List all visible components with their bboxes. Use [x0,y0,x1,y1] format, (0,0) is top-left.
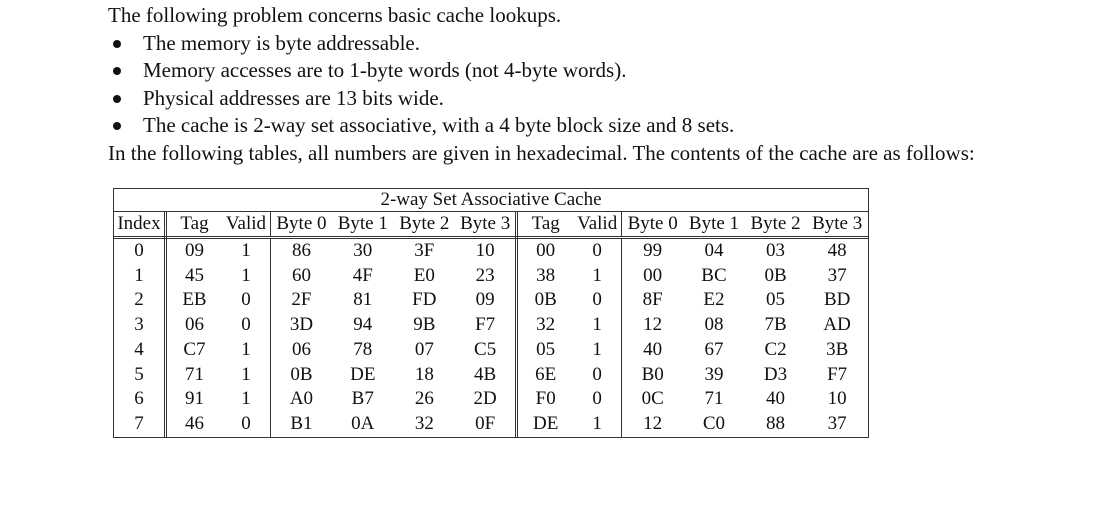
table-cell: DE [533,412,559,434]
table-cell: 03 [766,240,786,261]
table-cell: 7B [764,314,787,336]
table-cell: 67 [704,338,724,360]
table-cell: FD [412,289,437,311]
table-cell: 0B [764,264,787,286]
bullet-item [108,30,1108,58]
table-row [114,363,868,388]
table-cell: 45 [184,264,204,286]
column-header: Byte 3 [806,212,868,238]
column-header: Byte 1 [332,212,394,238]
bullet-item [108,112,1108,140]
table-cell: 00 [536,240,556,261]
table-cell: 12 [643,314,663,336]
column-header: Byte 2 [394,212,456,238]
table-cell: 0 [573,238,621,264]
table-cell: E2 [703,289,725,311]
table-cell: 05 [536,338,556,360]
table-cell: 1 [573,264,621,289]
table-cell: AD [823,314,851,336]
table-cell: E0 [413,264,435,286]
table-cell: 09 [455,288,517,313]
table-row [114,238,868,264]
column-header: Byte 0 [622,212,684,238]
table-cell: 1 [222,264,270,289]
table-cell: 1 [222,363,270,388]
bullet-item [108,57,1108,85]
set-index-cell: 6 [114,387,165,412]
table-cell: 00 [643,264,663,286]
table-cell: 04 [704,240,724,261]
table-cell: 0 [222,313,270,338]
cache-table-container [113,188,869,438]
table-cell: 40 [643,338,663,360]
table-cell: 88 [766,412,786,434]
bullet-text: Physical addresses are 13 bits wide. [143,85,444,110]
table-cell: 71 [184,363,204,385]
table-cell: 86 [291,240,311,261]
table-cell: 3D [289,314,314,336]
table-cell: 38 [536,264,556,286]
bullet-text: The cache is 2-way set associative, with a 4 byte block size and 8 sets. [143,113,735,137]
table-cell: BC [701,264,727,286]
column-header: Tag [517,212,574,238]
table-cell: D3 [763,363,788,385]
table-row [114,288,868,313]
table-cell: C2 [764,338,787,360]
table-cell: 09 [184,240,204,261]
table-cell: 4B [455,363,517,388]
table-cell: 0A [351,412,375,434]
note-text: In the following tables, all numbers are given in hexadecimal. The contents of the cache are as follows: [108,140,975,165]
set-index-cell: 0 [114,238,165,264]
table-cell: 2D [455,387,517,412]
cache-table-body [114,238,868,437]
table-cell: C0 [702,412,726,434]
table-cell: 48 [827,240,847,261]
table-cell: C5 [455,338,517,363]
table-cell: 05 [766,289,786,311]
cache-table-title: 2-way Set Associative Cache [114,189,868,212]
table-cell: 4F [352,264,373,286]
table-cell: 91 [184,388,204,410]
table-cell: 1 [573,313,621,338]
table-cell: 40 [766,388,786,410]
table-cell: 37 [827,264,847,286]
table-cell: 32 [414,412,434,434]
table-row [114,387,868,412]
bullet-list [108,30,1108,140]
table-cell: C7 [183,338,206,360]
table-cell: 06 [291,338,311,360]
table-cell: 23 [455,264,517,289]
table-cell: 12 [643,412,663,434]
table-cell: 26 [414,388,434,410]
table-cell: B7 [351,388,374,410]
table-cell: 0B [534,289,557,311]
table-cell: 0 [573,387,621,412]
table-cell: 0C [641,388,664,410]
table-cell: 6E [535,363,557,385]
column-header: Byte 2 [745,212,807,238]
bullet-icon [113,95,121,103]
table-cell: A0 [289,388,314,410]
cache-table [114,212,868,437]
bullet-item [108,85,1108,113]
column-header: Valid [573,212,621,238]
table-cell: 08 [704,314,724,336]
table-cell: 2F [291,289,312,311]
table-cell: 10 [455,238,517,264]
table-cell: F7 [455,313,517,338]
column-header: Byte 0 [270,212,332,238]
table-cell: 9B [413,314,436,336]
table-cell: 3B [826,338,849,360]
table-cell: 71 [704,388,724,410]
table-cell: F0 [535,388,556,410]
table-cell: 1 [573,338,621,363]
table-cell: 94 [353,314,373,336]
column-header: Byte 1 [683,212,745,238]
column-header: Index [114,212,165,238]
table-cell: 0 [222,288,270,313]
table-cell: 1 [222,238,270,264]
column-header: Byte 3 [455,212,517,238]
cache-header-row [114,212,868,238]
bullet-text: The memory is byte addressable. [143,30,420,55]
table-cell: 10 [827,388,847,410]
table-cell: 37 [827,412,847,434]
problem-text [108,2,1108,167]
intro-text: The following problem concerns basic cache lookups. [108,3,562,27]
table-cell: 99 [643,240,663,261]
table-cell: 46 [184,412,204,434]
table-cell: 0 [573,288,621,313]
table-cell: 3F [414,240,435,261]
table-cell: 0 [222,412,270,437]
table-row [114,313,868,338]
table-cell: 1 [222,338,270,363]
table-cell: 1 [222,387,270,412]
set-index-cell: 2 [114,288,165,313]
set-index-cell: 7 [114,412,165,437]
table-cell: 60 [291,264,311,286]
table-cell: EB [182,289,207,311]
table-cell: 78 [353,338,373,360]
table-cell: DE [350,363,376,385]
table-cell: B0 [641,363,664,385]
set-index-cell: 4 [114,338,165,363]
table-cell: 39 [704,363,724,385]
table-cell: 0 [573,363,621,388]
table-cell: 1 [573,412,621,437]
table-row [114,264,868,289]
column-header: Tag [165,212,222,238]
bullet-icon [113,122,121,130]
table-cell: 8F [642,289,663,311]
set-index-cell: 5 [114,363,165,388]
bullet-text: Memory accesses are to 1-byte words (not 4-byte words). [143,58,627,82]
set-index-cell: 1 [114,264,165,289]
table-cell: 32 [536,314,556,336]
table-cell: F7 [827,363,848,385]
table-cell: 07 [414,338,434,360]
table-row [114,412,868,437]
table-cell: BD [823,289,851,311]
bullet-icon [113,40,121,48]
table-cell: 0F [455,412,517,437]
table-cell: 18 [414,363,434,385]
bullet-icon [113,67,121,75]
table-row [114,338,868,363]
table-cell: 0B [290,363,313,385]
table-cell: 30 [353,240,373,261]
table-cell: B1 [290,412,313,434]
table-cell: 81 [353,289,373,311]
column-header: Valid [222,212,270,238]
table-cell: 06 [184,314,204,336]
set-index-cell: 3 [114,313,165,338]
